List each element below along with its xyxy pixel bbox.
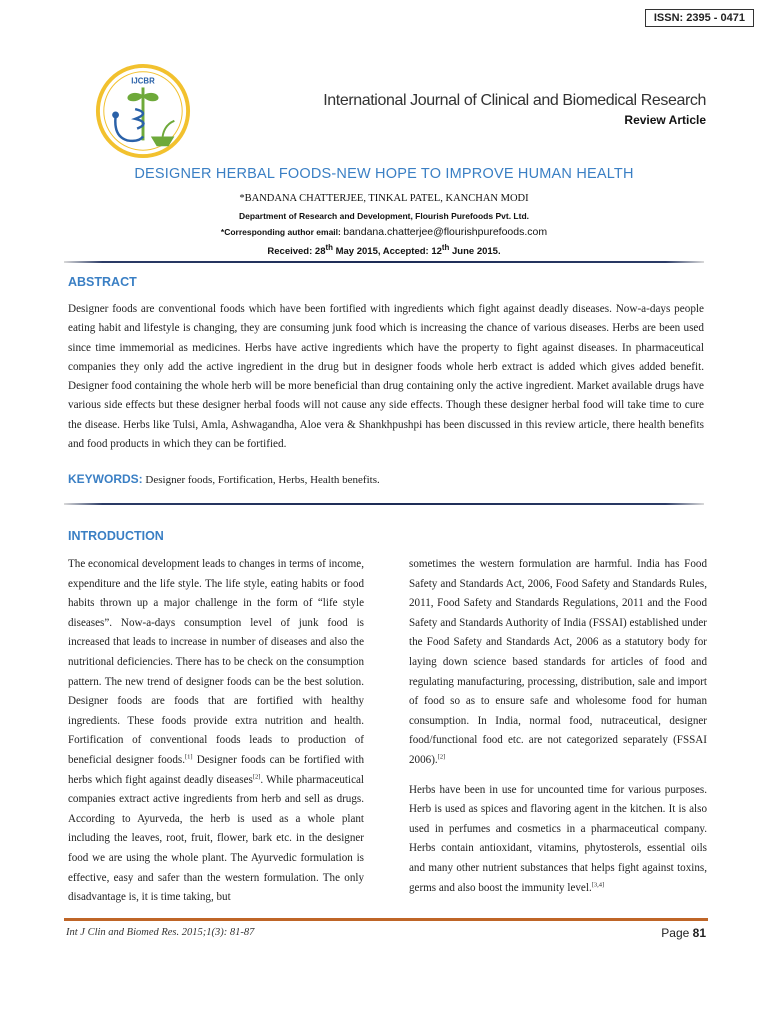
intro-left-column xyxy=(68,555,364,918)
received-post: June 2015. xyxy=(449,246,501,258)
intro-right-paragraph-2 xyxy=(409,781,707,899)
introduction-heading: INTRODUCTION xyxy=(68,529,164,543)
article-title: DESIGNER HERBAL FOODS-NEW HOPE TO IMPROVE HUMAN HEALTH xyxy=(134,166,634,182)
received-accepted-dates xyxy=(0,243,768,257)
page-number xyxy=(661,926,706,940)
journal-name: International Journal of Clinical and Biomedical Research xyxy=(323,92,706,109)
intro-left-paragraph xyxy=(68,555,364,908)
keywords-divider xyxy=(64,503,704,505)
page-number-value: 81 xyxy=(692,926,706,940)
received-sup1: th xyxy=(325,243,333,252)
received-mid: May 2015, Accepted: 12 xyxy=(332,246,442,258)
article-type: Review Article xyxy=(624,113,706,127)
page-label: Page xyxy=(661,926,693,940)
citation-ref: [1] xyxy=(185,753,193,761)
abstract-heading: ABSTRACT xyxy=(68,275,137,289)
header-divider xyxy=(64,261,704,263)
corresponding-label: *Corresponding author email: xyxy=(220,227,341,237)
intro-left-t1: The economical development leads to changes in terms of income, expenditure and the life style. The life style, eating habits or food habits thrown up a major challenge in the form of “life style diseases”. Now-a-days consumption level of junk food is increased that leads to increase in number of diseases and also the nutritional deficiencies. There has to be check on the consumption pattern. The new trend of designer foods can be the best solution. Designer foods are foods that are fortified with healthy ingredients. These foods provide extra nutrition and health. Fortification of conventional foods leads to production of beneficial designer foods. xyxy=(68,558,364,766)
citation-ref: [2] xyxy=(252,772,261,780)
intro-right-p1: sometimes the western formulation are harmful. India has Food Safety and Standards Act, 2006, Food Safety and Standards Rules, 2011, Food Safety and Standards Regulations, 2011 and the Food Safety and Standards Authority of India (FSSAI) established under the Food Safety and Standards Act, 2006 as a statutory body for laying down science based standards for articles of food and regulating manufacturing, processing, distribution, sale and import of food so as to ensure safe and wholesome food for human consumption. In India, normal food, nutraceutical, designer food/functional food etc. are not categorized separately (FSSAI 2006). xyxy=(409,558,707,766)
keywords-text: Designer foods, Fortification, Herbs, Health benefits. xyxy=(142,474,380,486)
corresponding-author xyxy=(0,226,768,238)
intro-right-p2: Herbs have been in use for uncounted time for various purposes. Herb is used as spices and flavoring agent in the kitchen. It is also used in perfumes and cosmetics in a pharmaceutical company. Herbs contain antioxidant, vitamins, phytosterols, essential oils and many other nutrient substances that helps fight against toxins, germs and also boost the immunity level. xyxy=(409,783,707,894)
footer-citation: Int J Clin and Biomed Res. 2015;1(3): 81-87 xyxy=(66,927,255,938)
intro-left-t3: . While pharmaceutical companies extract active ingredients from herb and sell as drugs. According to Ayurveda, the herb is used as a whole plant including the leaves, root, fruit, flower, bark etc. in the designer food we are using the whole plant. The Ayurvedic formulation is effective, easy and safer than the western formulation. The only disadvantage is, it is time taking, but xyxy=(68,773,365,904)
issn-box: ISSN: 2395 - 0471 xyxy=(645,9,754,27)
citation-ref: [2] xyxy=(437,753,446,761)
keywords-heading: KEYWORDS: xyxy=(68,472,143,486)
logo-text: IJCBR xyxy=(131,76,155,86)
abstract-text: Designer foods are conventional foods which have been fortified with ingredients which fight against deadly diseases. Now-a-days people eating habit and lifestyle is changing, they are consuming junk food which is increasing the chance of various diseases. Herbs are been used since time immemorial as medicines. Herbs have active ingredients which have the property to fight against diseases. In pharmaceutical companies they only add the active ingredient in the drug but in designer foods whole herb extract is added which gives added benefit. Designer food containing the whole herb will be more beneficial than drug containing only the active ingredient. Market available drugs have various side effects but these designer herbal foods will not cause any side effects. Though these designer herbal food will take time to cure the disease. Herbs like Tulsi, Amla, Ashwagandha, Aloe vera & Shankhpushpi has been discussed in this review article, there health benefits and food products in which they can be fortified. xyxy=(68,303,704,451)
authors: *BANDANA CHATTERJEE, TINKAL PATEL, KANCHAN MODI xyxy=(239,193,529,204)
keywords xyxy=(68,472,380,486)
intro-right-column xyxy=(409,555,707,908)
affiliation: Department of Research and Development, Flourish Purefoods Pvt. Ltd. xyxy=(239,211,529,221)
received-pre: Received: 28 xyxy=(267,246,326,258)
intro-right-paragraph-1 xyxy=(409,555,707,771)
corresponding-email[interactable]: bandana.chatterjee@flourishpurefoods.com xyxy=(343,226,548,238)
footer-divider xyxy=(64,918,708,921)
citation-ref: [3,4] xyxy=(591,880,605,888)
intro-left-t2: Designer foods can be fortified with herbs which fight against deadly diseases xyxy=(68,753,364,786)
journal-logo xyxy=(94,62,192,160)
received-sup2: th xyxy=(441,243,450,252)
